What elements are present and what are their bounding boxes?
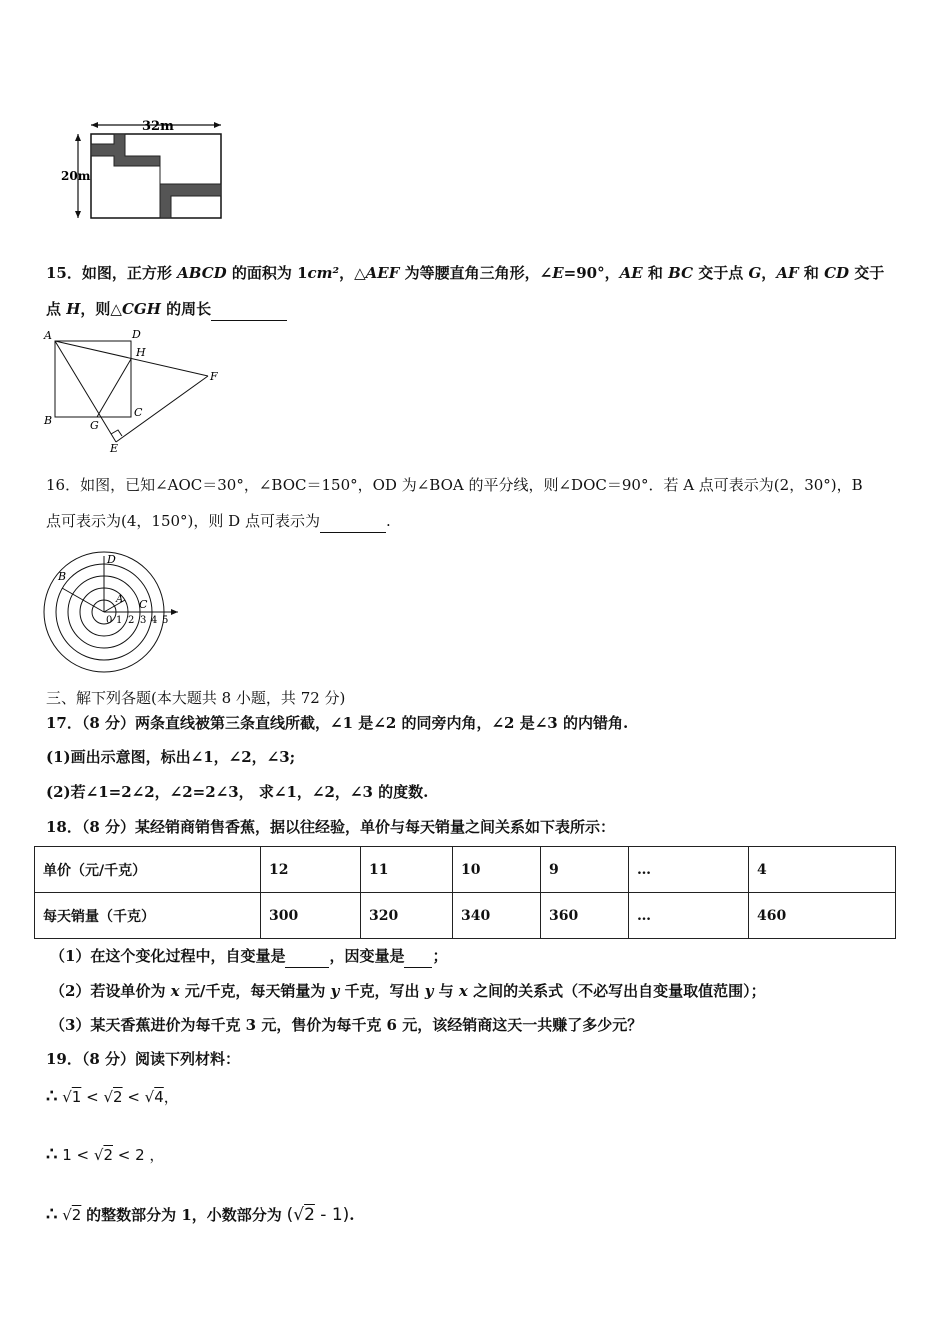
answer-blank[interactable] (320, 510, 386, 533)
answer-blank[interactable] (211, 298, 287, 321)
tick-2: 2 (128, 615, 135, 626)
q18-part2: （2）若设单价为 x 元/千克，每天销量为 y 千克，写出 y 与 x 之间的关系式（不必写出自变量取值范围）； (50, 982, 766, 1000)
label-G: G (90, 419, 99, 432)
table-row (35, 893, 896, 939)
q18-part1: （1）在这个变化过程中，自变量是 ，因变量是 ； (50, 945, 447, 968)
label-A: A (116, 594, 124, 605)
width-label: 32m (142, 119, 174, 134)
label-B: B (58, 570, 67, 583)
table-cell: 460 (749, 893, 896, 939)
tick-4: 4 (151, 615, 158, 626)
answer-blank[interactable] (285, 945, 329, 968)
label-H: H (136, 346, 146, 359)
tick-0: 0 (106, 615, 113, 626)
label-F: F (210, 370, 218, 383)
label-C: C (139, 598, 148, 611)
table-cell: 每天销量（千克） (35, 893, 261, 939)
tick-3: 3 (140, 615, 147, 626)
tick-5: 5 (162, 615, 169, 626)
label-A: A (44, 329, 52, 342)
q18-part3: （3）某天香蕉进价为每千克 3 元，售价为每千克 6 元，该经销商这天一共赚了多少元？ (50, 1016, 643, 1034)
table-cell: 300 (261, 893, 361, 939)
table-cell: … (629, 893, 749, 939)
q19-math2: ∴ 1 < √2 < 2 ， (46, 1144, 165, 1165)
section-heading: 三、解下列各题(本大题共 8 小题，共 72 分) (46, 689, 346, 707)
label-C: C (134, 406, 143, 419)
q18-intro: 18．（8 分）某经销商销售香蕉，据以往经验，单价与每天销量之间关系如下表所示： (46, 818, 616, 836)
answer-blank[interactable] (404, 945, 432, 968)
q16-line1: 16．如图，已知∠AOC＝30°，∠BOC＝150°，OD 为∠BOA 的平分线，则∠DOC＝90°．若 A 点可表示为(2，30°)，B (46, 476, 863, 494)
q17-line2: (1)画出示意图，标出∠1，∠2，∠3; (46, 748, 296, 766)
polar-circles-figure (40, 546, 190, 674)
square-triangle-figure (40, 326, 230, 456)
table-cell: 4 (749, 847, 896, 893)
q19-intro: 19．（8 分）阅读下列材料： (46, 1050, 241, 1068)
height-label: 20m (61, 169, 91, 183)
label-D: D (107, 553, 116, 566)
table-row (35, 847, 896, 893)
q15-line1: 15．如图，正方形 ABCD 的面积为 1cm²，△AEF 为等腰直角三角形，∠E=90°，AE 和 BC 交于点 G，AF 和 CD 交于 (46, 264, 885, 282)
q19-math3: ∴ √2 的整数部分为 1，小数部分为 (√2 - 1). (46, 1204, 355, 1225)
table-cell: … (629, 847, 749, 893)
price-sales-table (34, 846, 896, 939)
tick-1: 1 (116, 615, 123, 626)
q15-line2: 点 H，则△CGH 的周长 (46, 298, 287, 321)
table-cell: 单价（元/千克） (35, 847, 261, 893)
table-cell: 11 (361, 847, 453, 893)
label-B: B (44, 414, 53, 427)
table-cell: 9 (541, 847, 629, 893)
table-cell: 12 (261, 847, 361, 893)
table-cell: 340 (453, 893, 541, 939)
table-cell: 360 (541, 893, 629, 939)
table-cell: 10 (453, 847, 541, 893)
label-E: E (110, 442, 119, 455)
q16-line2: 点可表示为(4，150°)，则 D 点可表示为 . (46, 510, 391, 533)
rect-path-figure (58, 116, 238, 224)
q19-math1: ∴ √1 < √2 < √4， (46, 1086, 179, 1107)
label-D: D (132, 328, 141, 341)
q17-line1: 17．（8 分）两条直线被第三条直线所截，∠1 是∠2 的同旁内角，∠2 是∠3 的内错角. (46, 714, 629, 732)
q17-line3: (2)若∠1=2∠2，∠2=2∠3， 求∠1，∠2，∠3 的度数. (46, 783, 429, 801)
table-cell: 320 (361, 893, 453, 939)
